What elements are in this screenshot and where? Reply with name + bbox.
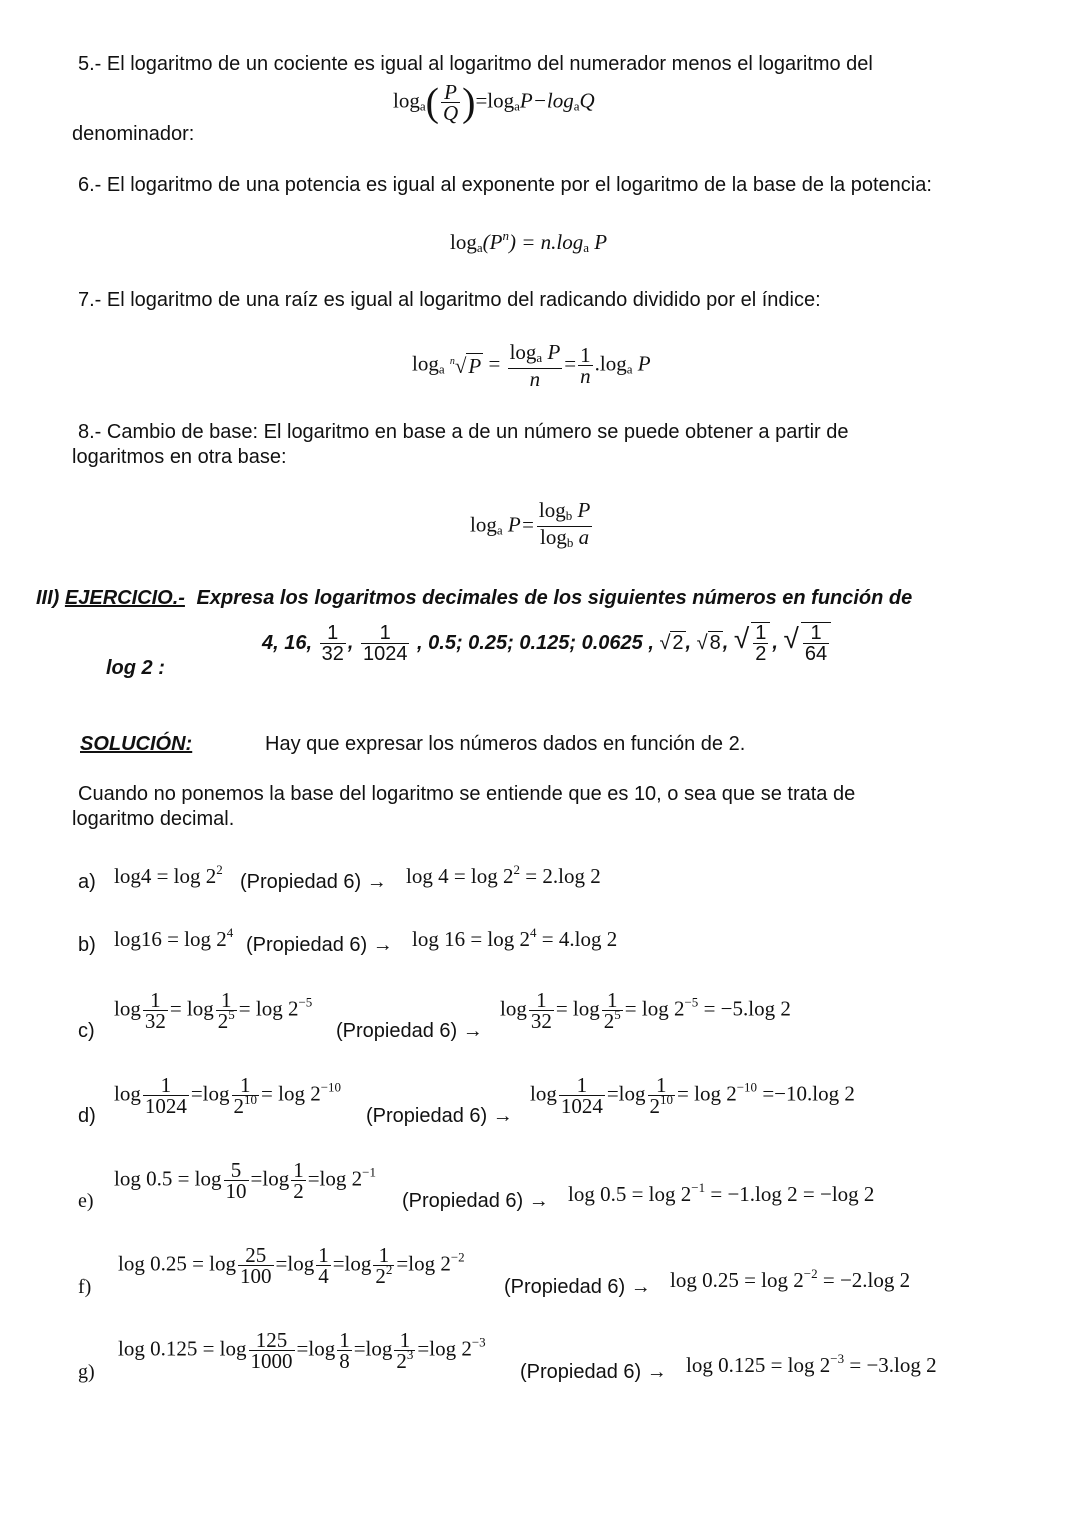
exercise-prefix: III) — [36, 587, 60, 609]
f-rhs-tail: = −2.log 2 — [817, 1268, 911, 1292]
d-log: log — [114, 1081, 141, 1106]
exponent: n — [502, 228, 509, 243]
f-eq: =log — [275, 1251, 315, 1276]
e-d1: 10 — [225, 1179, 247, 1203]
e-n2: 1 — [293, 1158, 304, 1182]
item-f-label: f) — [78, 1276, 92, 1298]
den: n — [529, 367, 541, 391]
g-tail-exp: −3 — [471, 1334, 486, 1350]
argument: P= — [502, 512, 535, 537]
e-tail: =log 2 — [307, 1166, 363, 1191]
item-e-label: e) — [78, 1190, 94, 1212]
prop8-formula — [470, 500, 594, 553]
log-symbol: log — [412, 351, 439, 376]
e-rhs-tail: = −1.log 2 = −log 2 — [705, 1182, 875, 1206]
c-d1: 32 — [144, 1009, 166, 1033]
nth-root: $^n$√P — [449, 353, 482, 378]
item-a-prop: (Propiedad 6) → — [240, 871, 387, 893]
frac1-num: 1 — [320, 623, 346, 644]
e-tail-exp: −1 — [362, 1164, 376, 1180]
c-eq: = log — [169, 996, 214, 1021]
f-d3-exp: 2 — [385, 1262, 393, 1277]
radicand-2: 2 — [672, 632, 684, 654]
d-rhs-n1: 1 — [559, 1075, 605, 1096]
prop6-formula — [450, 230, 607, 260]
item-b-label: b) — [78, 934, 96, 956]
item-c-label: c) — [78, 1020, 95, 1042]
f-lhs: log 0.25 = log — [118, 1251, 237, 1276]
a-rhs-exp: 2 — [513, 862, 521, 877]
item-d-prop: (Propiedad 6) → — [366, 1105, 513, 1127]
e-rhs-exp: −1 — [691, 1180, 706, 1195]
frac1-den: 32 — [321, 642, 344, 665]
g-rhs-tail: = −3.log 2 — [844, 1353, 937, 1377]
num-log: log — [509, 340, 537, 364]
c-rhs-tail1: = log 2 — [624, 996, 685, 1021]
d-d2-exp: 10 — [244, 1092, 258, 1107]
base: a — [419, 98, 426, 114]
d-d1: 1024 — [144, 1094, 187, 1118]
root-sqrt8: √ 8 — [696, 632, 721, 654]
item-b-prop: (Propiedad 6) → — [246, 934, 393, 956]
rhs-part2: P−log — [519, 88, 574, 113]
g-rhs: log 0.125 = log 2 — [686, 1353, 831, 1377]
f-rhs: log 0.25 = log 2 — [670, 1268, 804, 1292]
d-eq: =log — [190, 1081, 230, 1106]
solution-line1: Hay que expresar los números dados en función de 2. — [265, 733, 746, 755]
f-eq2: =log — [332, 1251, 372, 1276]
c-rhs-tail-exp: −5 — [684, 994, 699, 1010]
c-rhs-d1: 32 — [530, 1009, 552, 1033]
prop5-text-line1: 5.- El logaritmo de un cociente es igual al logaritmo del numerador menos el logaritmo del — [78, 53, 873, 75]
g-n3: 1 — [394, 1330, 415, 1351]
b-rhs-tail: = 4.log 2 — [536, 927, 618, 951]
log-symbol: log — [393, 88, 420, 113]
exercise-heading — [36, 586, 912, 610]
root-sqrt-1-64: √ $\frac{1}{64}$ — [784, 631, 834, 653]
a-rhs: log 4 = log 2 — [406, 864, 514, 888]
f-d3: 2 — [375, 1264, 386, 1288]
b-lhs-exp: 4 — [226, 925, 234, 940]
solution-para-line1: Cuando no ponemos la base del logaritmo se entiende que es 10, o sea que se trata de — [78, 783, 856, 805]
f-rhs-exp: −2 — [803, 1266, 818, 1281]
g-eq2: =log — [353, 1336, 393, 1361]
base: a — [438, 361, 445, 377]
item-d-label: d) — [78, 1105, 96, 1127]
f-n3: 1 — [373, 1245, 394, 1266]
d-rhs-eq: =log — [606, 1081, 646, 1106]
f-n1: 25 — [238, 1245, 274, 1266]
item-c-prop: (Propiedad 6) → — [336, 1020, 483, 1042]
c-d2: 2 — [217, 1009, 229, 1033]
d-rhs-log: log — [530, 1081, 557, 1106]
numbers-decimals: , 0.5; 0.25; 0.125; 0.0625 , — [417, 632, 654, 654]
d-rhs-tail2: =−10.log 2 — [757, 1081, 855, 1106]
solution-para-line2: logaritmo decimal. — [72, 808, 235, 830]
num2: 1 — [580, 343, 591, 367]
g-eq: =log — [296, 1336, 336, 1361]
c-rhs-tail2: = −5.log 2 — [698, 996, 791, 1021]
rhs-part3: Q — [579, 88, 595, 113]
den-log: log — [540, 525, 567, 549]
f-n2: 1 — [318, 1243, 329, 1267]
a-lhs-exp: 2 — [216, 862, 223, 877]
item-f-rhs — [670, 1268, 910, 1292]
frac2-num: 1 — [361, 623, 410, 644]
e-n1: 5 — [224, 1160, 249, 1181]
d-d2: 2 — [233, 1094, 245, 1118]
num-base: a — [536, 350, 543, 365]
log2-label: log 2 : — [106, 657, 165, 679]
a-rhs-tail: = 2.log 2 — [520, 864, 601, 888]
item-f-prop: (Propiedad 6) → — [504, 1276, 651, 1298]
root3-den: 2 — [755, 643, 767, 665]
c-rhs-d2-exp: 5 — [614, 1007, 621, 1022]
g-d1: 1000 — [250, 1349, 293, 1373]
base: a — [496, 522, 503, 538]
item-a-label: a) — [78, 871, 96, 893]
c-rhs-eq: = log — [555, 996, 600, 1021]
d-rhs-tail-exp: −10 — [736, 1079, 758, 1095]
c-rhs-log: log — [500, 996, 527, 1021]
exercise-statement: Expresa los logaritmos decimales de los siguientes números en función de — [196, 587, 913, 609]
e-rhs: log 0.5 = log 2 — [568, 1182, 692, 1206]
item-d-rhs — [530, 1075, 855, 1116]
e-eq: =log — [250, 1166, 290, 1191]
rhs-base: a — [583, 240, 589, 255]
c-n1: 1 — [143, 990, 168, 1011]
num-log: log — [538, 498, 566, 522]
g-d3-exp: 3 — [406, 1347, 414, 1362]
b-lhs: log16 = log 2 — [114, 927, 227, 951]
den2: n — [580, 364, 591, 388]
g-n2: 1 — [339, 1328, 350, 1352]
c-tail-exp: −5 — [298, 994, 313, 1010]
rhs: =log — [475, 88, 515, 113]
item-c-rhs — [500, 990, 791, 1031]
tail-base: a — [626, 361, 633, 377]
c-rhs-d2: 2 — [603, 1009, 615, 1033]
d-n2: 1 — [232, 1075, 260, 1096]
g-d3: 2 — [396, 1349, 407, 1373]
root-sqrt2: √ 2 — [659, 632, 684, 654]
d-n1: 1 — [143, 1075, 189, 1096]
e-d2: 2 — [293, 1179, 304, 1203]
base: a — [476, 240, 483, 255]
root3-num: 1 — [755, 622, 767, 644]
c-rhs-n1: 1 — [529, 990, 554, 1011]
b-rhs: log 16 = log 2 — [412, 927, 531, 951]
den-arg: a — [573, 525, 590, 549]
prop7-formula: $\log_a ^n√P$ = $\frac{\log_a P}{n}$ = $\frac{1}{n}$ $.\log_a$ P — [412, 340, 651, 391]
item-e-prop: (Propiedad 6) → — [402, 1190, 549, 1212]
item-a-lhs — [114, 864, 223, 888]
solution-heading: SOLUCIÓN: — [80, 733, 193, 755]
d-rhs-n2: 1 — [648, 1075, 676, 1096]
c-tail: = log 2 — [238, 996, 299, 1021]
radicand-8: 8 — [709, 632, 721, 654]
f-tail: =log 2 — [396, 1251, 451, 1276]
item-b-lhs — [114, 927, 233, 951]
item-e-lhs — [114, 1160, 376, 1201]
b-rhs-exp: 4 — [530, 925, 537, 940]
tail-arg: P — [632, 351, 651, 376]
root4-num: 1 — [803, 623, 829, 644]
g-tail: =log 2 — [417, 1336, 472, 1361]
log-symbol: log — [470, 512, 497, 537]
prop5-formula: $\log_a$( $\frac{P}{Q}$ )$=\log_aP-\log_aQ$ — [393, 79, 595, 125]
g-n1: 125 — [249, 1330, 295, 1351]
root4-den: 64 — [804, 643, 828, 665]
argument: (P — [482, 230, 503, 254]
numbers-int: 4, 16, — [262, 632, 313, 654]
c-d2-exp: 5 — [228, 1007, 235, 1022]
root-index: n — [449, 355, 455, 367]
item-c-lhs — [114, 990, 312, 1031]
item-b-rhs — [412, 927, 617, 951]
num-arg: P — [542, 340, 561, 364]
item-g-rhs — [686, 1353, 937, 1377]
numerator: P — [441, 82, 460, 103]
d-rhs-d1: 1024 — [560, 1094, 603, 1118]
frac2-den: 1024 — [362, 642, 408, 665]
item-e-rhs — [568, 1182, 874, 1206]
num-base: b — [565, 508, 573, 523]
exercise-title: EJERCICIO.- — [64, 587, 185, 609]
rhs: ) = n.log — [508, 230, 584, 254]
denominator: Q — [442, 101, 459, 125]
c-n2: 1 — [216, 990, 237, 1011]
f-d1: 100 — [240, 1264, 272, 1288]
radicand: P — [468, 353, 482, 378]
item-f-lhs — [118, 1245, 465, 1286]
exercise-numbers: 4, 16, $\frac{1}{32}$ , $\frac{1}{1024}$ , 0.5; 0.25; 0.125; 0.0625 , √ 2 , √ 8 , √ $\frac{1}{2}$ , √ $\frac{1}{64}$ — [262, 622, 833, 664]
a-lhs: log4 = log 2 — [114, 864, 217, 888]
tail: .log — [594, 351, 627, 376]
prop8-text-line1: 8.- Cambio de base: El logaritmo en base a de un número se puede obtener a partir de — [78, 421, 849, 443]
c-log: log — [114, 996, 141, 1021]
prop7-text: 7.- El logaritmo de una raíz es igual al logaritmo del radicando dividido por el índice: — [78, 289, 821, 311]
d-rhs-d2-exp: 10 — [660, 1092, 674, 1107]
prop6-text: 6.- El logaritmo de una potencia es igual al exponente por el logaritmo de la base de la potencia: — [78, 174, 932, 196]
f-tail-exp: −2 — [450, 1249, 465, 1265]
f-d2: 4 — [318, 1264, 329, 1288]
den-base: b — [566, 535, 574, 550]
num-arg: P — [572, 498, 591, 522]
item-a-rhs — [406, 864, 601, 888]
d-rhs-d2: 2 — [649, 1094, 661, 1118]
item-g-lhs — [118, 1330, 486, 1371]
d-rhs-tail1: = log 2 — [677, 1081, 737, 1106]
e-lhs: log 0.5 = log — [114, 1166, 222, 1191]
c-rhs-n2: 1 — [602, 990, 623, 1011]
g-rhs-exp: −3 — [830, 1351, 845, 1366]
item-d-lhs — [114, 1075, 341, 1116]
d-tail-exp: −10 — [320, 1079, 342, 1095]
item-g-prop: (Propiedad 6) → — [520, 1361, 667, 1383]
prop5-text-line2: denominador: — [72, 123, 195, 145]
log-symbol: log — [450, 230, 477, 254]
rhs-arg: P — [588, 230, 608, 254]
root-sqrt-half: √ $\frac{1}{2}$ — [734, 631, 773, 653]
g-d2: 8 — [339, 1349, 350, 1373]
g-lhs: log 0.125 = log — [118, 1336, 247, 1361]
item-g-label: g) — [78, 1361, 95, 1383]
d-tail: = log 2 — [261, 1081, 321, 1106]
prop8-text-line2: logaritmos en otra base: — [72, 446, 287, 468]
